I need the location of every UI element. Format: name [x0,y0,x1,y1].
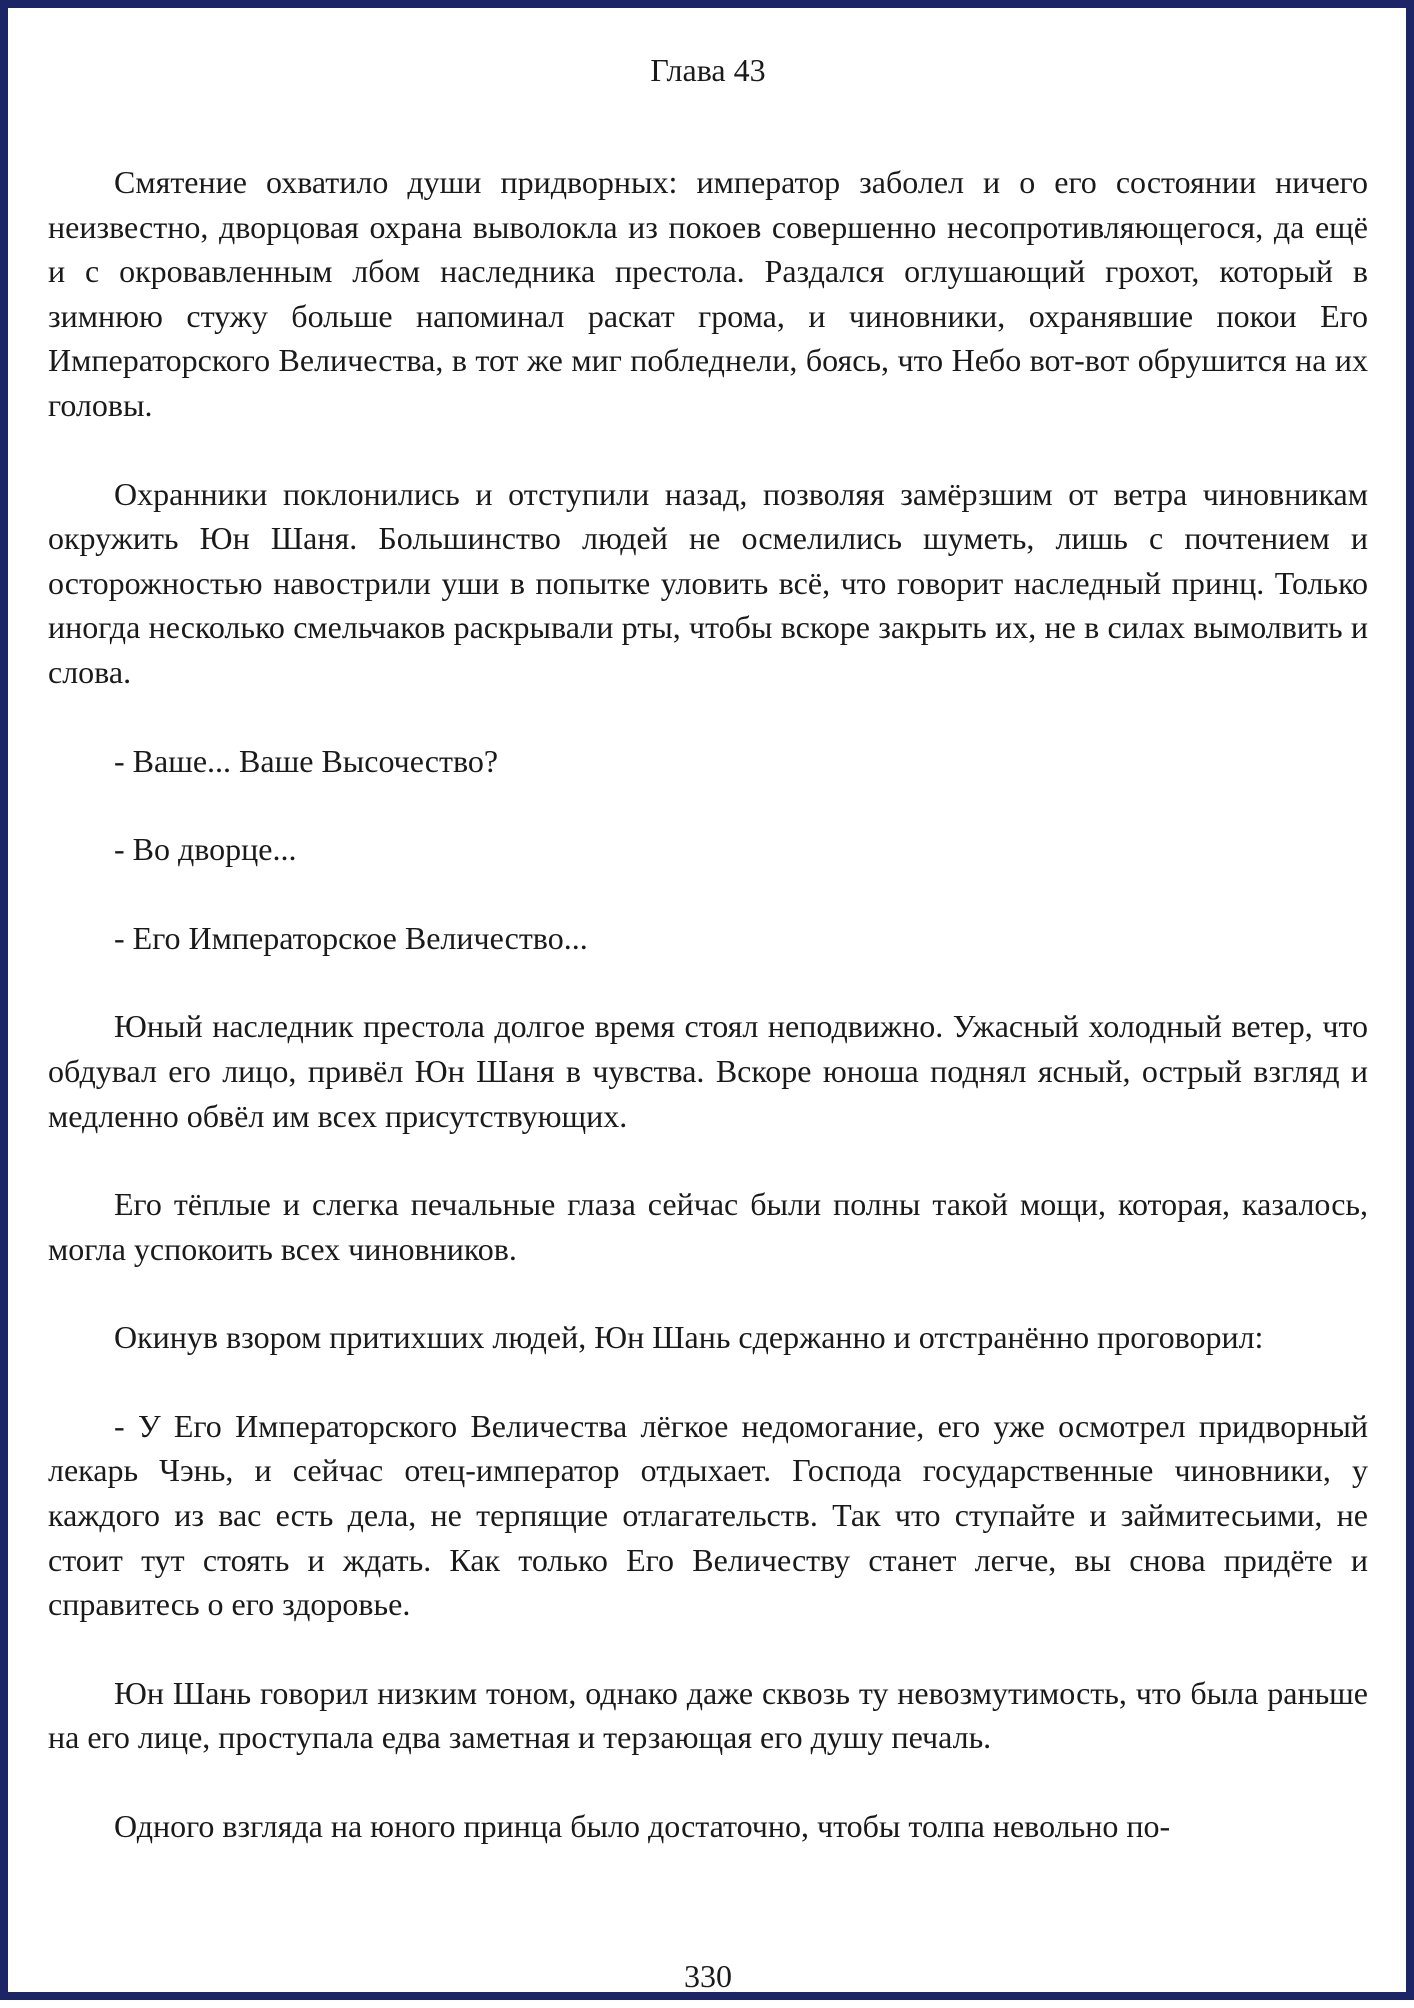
body-text [48,160,1368,1893]
dialogue-line: - Во дворце... [114,831,297,868]
page-number: 330 [684,1958,732,1994]
paragraph: Его тёплые и слегка печальные глаза сейчас были полны такой мощи, которая, казалось, могла успокоить всех чиновников. [48,1186,1368,1267]
paragraph: Смятение охватило души придворных: император заболел и о его состоянии ничего неизвестно, дворцовая охрана выволокла из покоев совершенно несопротивляющегося, да ещё и с окровавленным лбом наследника престола. Раздался оглушающий грохот, который в зимнюю стужу больше напоминал раскат грома, и чиновники, охранявшие покои Его Императорского Величества, в тот же миг побледнели, боясь, что Небо вот-вот обрушится на их головы. [48,164,1368,423]
chapter-title: Глава 43 [650,52,766,88]
dialogue-line: - Его Императорское Величество... [114,919,588,956]
paragraph: Окинув взором притихших людей, Юн Шань сдержанно и отстранённо проговорил: [114,1319,1264,1356]
paragraph: Охранники поклонились и отступили назад, позволяя замёрзшим от ветра чиновникам окружить Юн Шаня. Большинство людей не осмелились шуметь, лишь с почтением и осторожностью навострили уши в попытке уловить всё, что говорит наследный принц. Только иногда несколько смельчаков раскрывали рты, чтобы вскоре закрыть их, не в силах вымолвить и слова. [48,475,1368,690]
paragraph: Юный наследник престола долгое время стоял неподвижно. Ужасный холодный ветер, что обдувал его лицо, привёл Юн Шаня в чувства. Вскоре юноша поднял ясный, острый взгляд и медленно обвёл им всех присутствующих. [48,1008,1368,1134]
paragraph: Юн Шань говорил низким тоном, однако даже сквозь ту невозмутимость, что была раньше на его лице, проступала едва заметная и терзающая его душу печаль. [48,1674,1368,1756]
book-page [48,8,1368,2008]
dialogue-line: - У Его Императорского Величества лёгкое недомогание, его уже осмотрел придворный лекарь Чэнь, и сейчас отец-император отдыхает. Господа государственные чиновники, у каждого из вас есть дела, не терпящие отлагательств. Так что ступайте и займитесьими, не стоит тут стоять и ждать. Как только Его Величеству станет легче, вы снова придёте и справитесь о его здоровье. [48,1407,1368,1623]
dialogue-line: - Ваше... Ваше Высочество? [114,742,499,779]
paragraph: Одного взгляда на юного принца было достаточно, чтобы толпа невольно по- [114,1808,1171,1845]
